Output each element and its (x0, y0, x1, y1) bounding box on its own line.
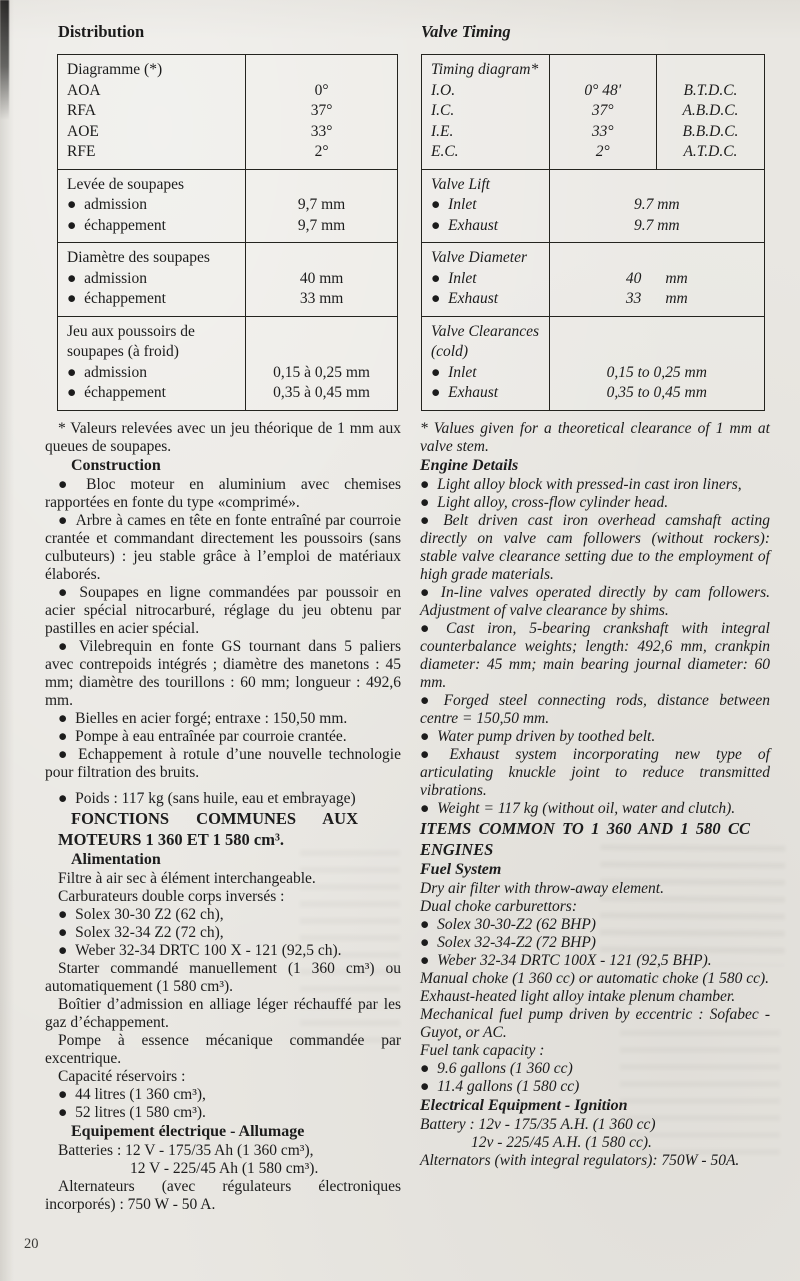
fuel-system-heading: Fuel System (420, 860, 502, 878)
common-functions-heading: FONCTIONS COMMUNES AUX MOTEURS 1 360 ET 1 580 cm³. (58, 808, 358, 849)
value-with-unit: 40 mm (625, 269, 688, 287)
table-section-valve-diameter (422, 242, 764, 316)
construction-item: ● Soupapes en ligne commandées par poussoir en acier spécial nitrocarburé, réglage du jeu obtenu par pastilles en acier spécial. (45, 584, 401, 638)
construction-item: ● Pompe à eau entraînée par courroie crantée. (45, 728, 401, 746)
construction-item: ● Bloc moteur en aluminium avec chemises rapportées en fonte du type «comprimé». (45, 476, 401, 512)
english-column (420, 22, 770, 1170)
carburetor-item: ● Solex 32-34-Z2 (72 BHP) (420, 934, 770, 952)
distribution-table (57, 54, 398, 411)
table-value-cell: 40 mm 33 mm (245, 243, 397, 316)
engine-detail-item: ● Cast iron, 5-bearing crankshaft with integral counterbalance weights; length: 492,6 mm, crankpin diameter: 45 mm; main bearing journal diameter: 60 mm. (420, 620, 770, 692)
engine-detail-item: ● In-line valves operated directly by cam followers. Adjustment of valve clearance by shims. (420, 584, 770, 620)
table-value-cell: 0° 37° 33° 2° (245, 55, 397, 169)
table-value-cell: 0° 48' 37° 33° 2° (549, 55, 656, 169)
carburetor-item: ● Solex 32-34 Z2 (72 ch), (45, 924, 401, 942)
tank-item: ● 52 litres (1 580 cm³). (45, 1104, 401, 1122)
table-section-valve-lift (58, 169, 397, 243)
paragraph: Mechanical fuel pump driven by eccentric : Sofabec - Guyot, or AC. (420, 1005, 770, 1041)
paragraph: Exhaust-heated light alloy intake plenum chamber. (420, 987, 736, 1005)
paragraph: Fuel tank capacity : (420, 1041, 545, 1059)
battery-line: Battery : 12v - 175/35 A.H. (1 360 cc) (420, 1115, 656, 1133)
table-value-cell (549, 243, 764, 316)
tank-item: ● 44 litres (1 360 cm³), (45, 1086, 401, 1104)
table-label-cell: Diamètre des soupapes ● admission ● échappement (58, 243, 245, 316)
construction-item: ● Poids : 117 kg (sans huile, eau et embrayage) (45, 790, 401, 808)
construction-item: ● Arbre à cames en tête en fonte entraîné par courroie crantée et commandant directement les poussoirs (sans culbuteurs) : jeu stable grâce à l’emploi de matériaux élaborés. (45, 512, 401, 584)
paragraph: Boîtier d’admission en alliage léger réchauffé par les gaz d’échappement. (45, 995, 401, 1031)
alimentation-heading: Alimentation (71, 850, 161, 868)
engine-detail-item: ● Forged steel connecting rods, distance between centre = 150,50 mm. (420, 692, 770, 728)
engine-detail-item: ● Weight = 117 kg (without oil, water and clutch). (420, 800, 770, 818)
engine-detail-item: ● Light alloy, cross-flow cylinder head. (420, 494, 770, 512)
table-value-cell: 0,15 à 0,25 mm 0,35 à 0,45 mm (245, 317, 397, 410)
alternator-line: Alternators (with integral regulators): 750W - 50A. (420, 1151, 740, 1169)
value-with-unit: 33 mm (625, 290, 688, 307)
table-reference-cell: B.T.D.C. A.B.D.C. B.B.D.C. A.T.D.C. (656, 55, 764, 169)
table-section-valve-clearances (422, 316, 764, 410)
french-column (45, 22, 401, 1214)
footnote-fr: * Valeurs relevées avec un jeu théorique de 1 mm aux queues de soupapes. (45, 419, 401, 455)
table-label-cell: Jeu aux poussoirs de soupapes (à froid) ● admission ● échappement (58, 317, 245, 410)
distribution-heading: Distribution (58, 22, 145, 41)
table-value-cell: 9.7 mm 9.7 mm (549, 170, 764, 243)
alternator-line: Alternateurs (avec régulateurs électroniques incorporés) : 750 W - 50 A. (45, 1177, 401, 1213)
carburetor-item: ● Weber 32-34 DRTC 100 X - 121 (92,5 ch). (45, 942, 401, 960)
table-section-valve-diameter (58, 242, 397, 316)
carburetor-item: ● Weber 32-34 DRTC 100X - 121 (92,5 BHP). (420, 952, 770, 970)
paragraph: Dual choke carburettors: (420, 897, 577, 915)
engine-detail-item: ● Exhaust system incorporating new type of articulating knuckle joint to reduce transmitted vibrations. (420, 746, 770, 800)
table-label-cell: Levée de soupapes ● admission ● échappement (58, 170, 245, 243)
items-common-heading: ITEMS COMMON TO 1 360 AND 1 580 CC ENGINES (420, 818, 750, 859)
table-section-timing (422, 55, 764, 169)
table-label-cell: Diagramme (*) AOA RFA AOE RFE (67, 61, 163, 160)
engine-detail-item: ● Belt driven cast iron overhead camshaft acting directly on valve cam followers (without rockers): stable valve clearance setting due to the employment of high grade materials. (420, 512, 770, 584)
construction-item: ● Echappement à rotule d’une nouvelle technologie pour filtration des bruits. (45, 746, 401, 782)
table-value-cell: 0,15 to 0,25 mm 0,35 to 0,45 mm (549, 317, 764, 410)
battery-line: 12 V - 225/45 Ah (1 580 cm³). (130, 1159, 319, 1177)
construction-item: ● Bielles en acier forgé; entraxe : 150,50 mm. (45, 710, 401, 728)
table-label-cell: Timing diagram* I.O. I.C. I.E. E.C. (431, 61, 539, 160)
left-edge-tint (0, 0, 14, 1281)
carburetor-item: ● Solex 30-30-Z2 (62 BHP) (420, 916, 770, 934)
table-section-valve-clearance (58, 316, 397, 410)
construction-heading: Construction (71, 456, 161, 474)
footnote-en: * Values given for a theoretical clearance of 1 mm at valve stem. (420, 419, 770, 455)
table-label-cell: Valve Lift ● Inlet ● Exhaust (422, 170, 549, 243)
table-section-diagram (58, 55, 397, 169)
engine-detail-item: ● Water pump driven by toothed belt. (420, 728, 770, 746)
electrical-heading-en: Electrical Equipment - Ignition (420, 1096, 628, 1114)
tank-item: ● 11.4 gallons (1 580 cc) (420, 1078, 770, 1096)
battery-line: Batteries : 12 V - 175/35 Ah (1 360 cm³), (58, 1141, 314, 1159)
valve-timing-table (421, 54, 765, 411)
paragraph: Pompe à essence mécanique commandée par excentrique. (45, 1031, 401, 1067)
engine-detail-item: ● Light alloy block with pressed-in cast iron liners, (420, 476, 770, 494)
battery-line: 12v - 225/45 A.H. (1 580 cc). (471, 1133, 652, 1151)
page-number: 20 (24, 1236, 39, 1252)
table-value-cell: 9,7 mm 9,7 mm (245, 170, 397, 243)
table-section-valve-lift (422, 169, 764, 243)
table-label-cell: Valve Clearances (cold) ● Inlet ● Exhaust (422, 317, 549, 410)
paragraph: Filtre à air sec à élément interchangeable. (58, 869, 316, 887)
valve-timing-heading: Valve Timing (421, 22, 511, 41)
engine-details-heading: Engine Details (420, 456, 519, 474)
paragraph: Manual choke (1 360 cc) or automatic choke (1 580 cc). (420, 969, 770, 987)
electrical-heading-fr: Equipement électrique - Allumage (71, 1122, 305, 1140)
tank-item: ● 9.6 gallons (1 360 cc) (420, 1060, 770, 1078)
table-label-cell: Valve Diameter ● Inlet ● Exhaust (422, 243, 549, 316)
paragraph: Starter commandé manuellement (1 360 cm³) ou automatiquement (1 580 cm³). (45, 959, 401, 995)
paragraph: Dry air filter with throw-away element. (420, 879, 664, 897)
paragraph: Carburateurs double corps inversés : (58, 887, 285, 905)
carburetor-item: ● Solex 30-30 Z2 (62 ch), (45, 906, 401, 924)
construction-item: ● Vilebrequin en fonte GS tournant dans 5 paliers avec contrepoids intégrés ; diamètre des manetons : 45 mm; diamètre des tourillons : 60 mm; longueur : 492,6 mm. (45, 638, 401, 710)
paragraph: Capacité réservoirs : (58, 1067, 186, 1085)
